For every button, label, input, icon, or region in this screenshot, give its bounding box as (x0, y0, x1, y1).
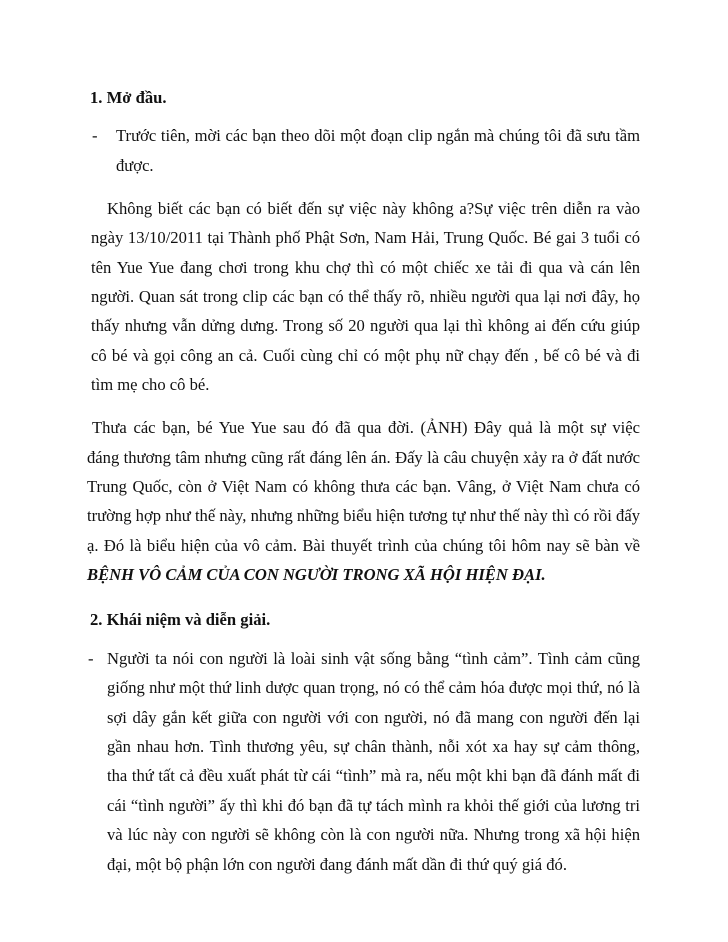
bullet-marker: - (92, 126, 98, 145)
bullet-line: cái “tình người” ấy thì khi đó bạn đã tự tách mình ra khỏi thế giới của lương tri (107, 796, 640, 815)
bullet-line: được. (116, 156, 154, 175)
bullet-line: Trước tiên, mời các bạn theo dõi một đoạn clip ngắn mà chúng tôi đã sưu tầm (116, 126, 640, 145)
bullet-line: tha thứ tất cả đều xuất phát từ cái “tình” mà ra, nếu một khi bạn đã đánh mất đi (107, 766, 640, 785)
paragraph-line: Trung Quốc, còn ở Việt Nam có không thưa các bạn. Vâng, ở Việt Nam chưa có (87, 477, 640, 496)
paragraph-line: trường hợp như thế này, nhưng những biểu hiện tương tự như thế này thì có rồi đấy (87, 506, 640, 525)
paragraph-line: Thưa các bạn, bé Yue Yue sau đó đã qua đời. (ẢNH) Đây quả là một sự việc (92, 418, 640, 437)
paragraph-line: cô bé và gọi công an cả. Cuối cùng chỉ có một phụ nữ chạy đến , bế cô bé và đi (91, 346, 640, 365)
bullet-line: và lúc này con người sẽ không còn là con người nữa. Nhưng trong xã hội hiện (107, 825, 640, 844)
title-emphasis: BỆNH VÔ CẢM CỦA CON NGƯỜI TRONG XÃ HỘI HIỆN ĐẠI. (87, 565, 546, 584)
section-2-heading: 2. Khái niệm và diễn giải. (90, 610, 271, 629)
bullet-marker: - (88, 649, 94, 668)
paragraph-line: tìm mẹ cho cô bé. (91, 375, 210, 394)
bullet-line: đại, một bộ phận lớn con người đang đánh mất dần đi thứ quý giá đó. (107, 855, 567, 874)
bullet-line: sợi dây gắn kết giữa con người với con người, nó đã mang con người đến lại (107, 708, 640, 727)
bullet-line: giống như một thứ linh dược quan trọng, nó có thể cảm hóa được mọi thứ, nó là (107, 678, 640, 697)
paragraph-line: ngày 13/10/2011 tại Thành phố Phật Sơn, Nam Hải, Trung Quốc. Bé gai 3 tuổi có (91, 228, 640, 247)
paragraph-line: Không biết các bạn có biết đến sự việc này không a?Sự việc trên diễn ra vào (107, 199, 640, 218)
paragraph-line: tên Yue Yue đang chơi trong khu chợ thì có một chiếc xe tải đi qua và cán lên (91, 258, 640, 277)
paragraph-line: người. Quan sát trong clip các bạn có thể thấy rõ, nhiều người qua lại nơi đây, họ (91, 287, 640, 306)
bullet-line: Người ta nói con người là loài sinh vật sống bằng “tình cảm”. Tình cảm cũng (107, 649, 640, 668)
paragraph-line: thấy nhưng vẫn dửng dưng. Trong số 20 người qua lại thì không ai đến cứu giúp (91, 316, 640, 335)
paragraph-line: đáng thương tâm nhưng cũng rất đáng lên án. Đấy là câu chuyện xảy ra ở đất nước (87, 448, 640, 467)
section-1-heading: 1. Mở đầu. (90, 88, 167, 107)
paragraph-line: ạ. Đó là biểu hiện của vô cảm. Bài thuyết trình của chúng tôi hôm nay sẽ bàn về (87, 536, 640, 555)
bullet-line: gần nhau hơn. Tình thương yêu, sự chân thành, nỗi xót xa hay sự cảm thông, (107, 737, 640, 756)
